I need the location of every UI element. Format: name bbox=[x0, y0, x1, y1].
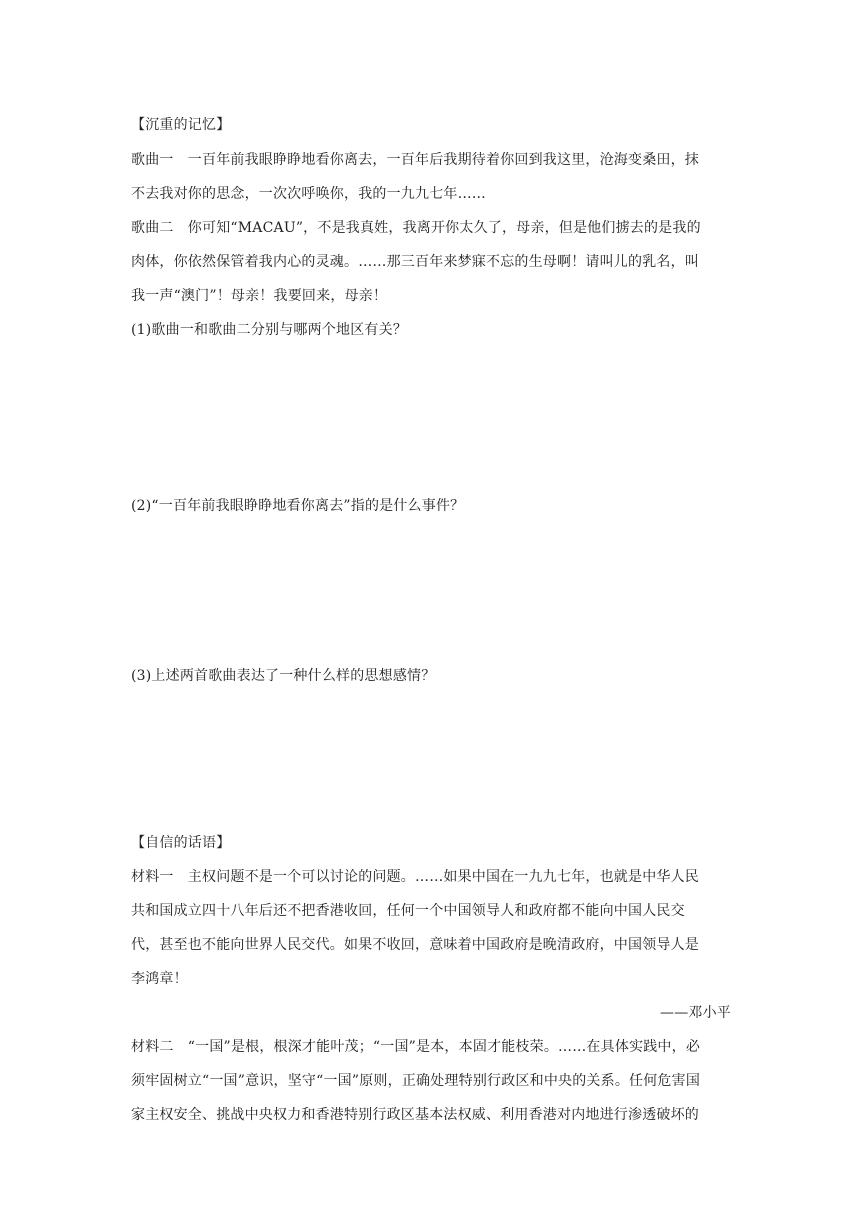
paragraph-line: 须牢固树立“一国”意识，坚守“一国”原则，正确处理特别行政区和中央的关系。任何危害国 bbox=[131, 1073, 701, 1089]
section-heading-confident-words: 【自信的话语】 bbox=[131, 835, 231, 851]
material-two-paragraph bbox=[131, 1030, 731, 1132]
section-heading-heavy-memory: 【沉重的记忆】 bbox=[131, 117, 231, 133]
document-body bbox=[131, 108, 731, 1132]
paragraph-line: 李鸿章！ bbox=[131, 971, 188, 987]
question-3: (3)上述两首歌曲表达了一种什么样的思想感情？ bbox=[131, 668, 436, 684]
answer-space-2 bbox=[131, 523, 731, 659]
paragraph-line: 材料一 主权问题不是一个可以讨论的问题。……如果中国在一九九七年，也就是中华人民 bbox=[131, 869, 699, 885]
paragraph-line: 家主权安全、挑战中央权力和香港特别行政区基本法权威、利用香港对内地进行渗透破坏的 bbox=[131, 1107, 699, 1123]
song-two-paragraph bbox=[131, 211, 731, 313]
answer-space-1 bbox=[131, 347, 731, 489]
paragraph-line: 共和国成立四十八年后还不把香港收回，任何一个中国领导人和政府都不能向中国人民交 bbox=[131, 903, 685, 919]
paragraph-line: 材料二 “一国”是根，根深才能叶茂；“一国”是本，本固才能枝荣。……在具体实践中，必 bbox=[131, 1039, 701, 1055]
song-one-paragraph bbox=[131, 143, 731, 211]
question-2: (2)“一百年前我眼睁睁地看你离去”指的是什么事件？ bbox=[131, 498, 465, 514]
paragraph-line: 我一声“澳门”！母亲！我要回来，母亲！ bbox=[131, 288, 388, 304]
question-1: (1)歌曲一和歌曲二分别与哪两个地区有关？ bbox=[131, 322, 408, 338]
answer-space-3 bbox=[131, 693, 731, 826]
paragraph-line: 不去我对你的思念，一次次呼唤你，我的一九九七年…… bbox=[131, 186, 486, 202]
material-one-paragraph bbox=[131, 860, 731, 1030]
paragraph-line: 歌曲一 一百年前我眼睁睁地看你离去，一百年后我期待着你回到我这里，沧海变桑田，抹 bbox=[131, 152, 699, 168]
paragraph-line: 代，甚至也不能向世界人民交代。如果不收回，意味着中国政府是晚清政府，中国领导人是 bbox=[131, 937, 699, 953]
paragraph-line: 歌曲二 你可知“MACAU”，不是我真姓，我离开你太久了，母亲，但是他们掳去的是我的 bbox=[131, 220, 701, 236]
paragraph-line: 肉体，你依然保管着我内心的灵魂。……那三百年来梦寐不忘的生母啊！请叫儿的乳名，叫 bbox=[131, 254, 699, 270]
material-one-source: ——邓小平 bbox=[660, 1005, 731, 1021]
